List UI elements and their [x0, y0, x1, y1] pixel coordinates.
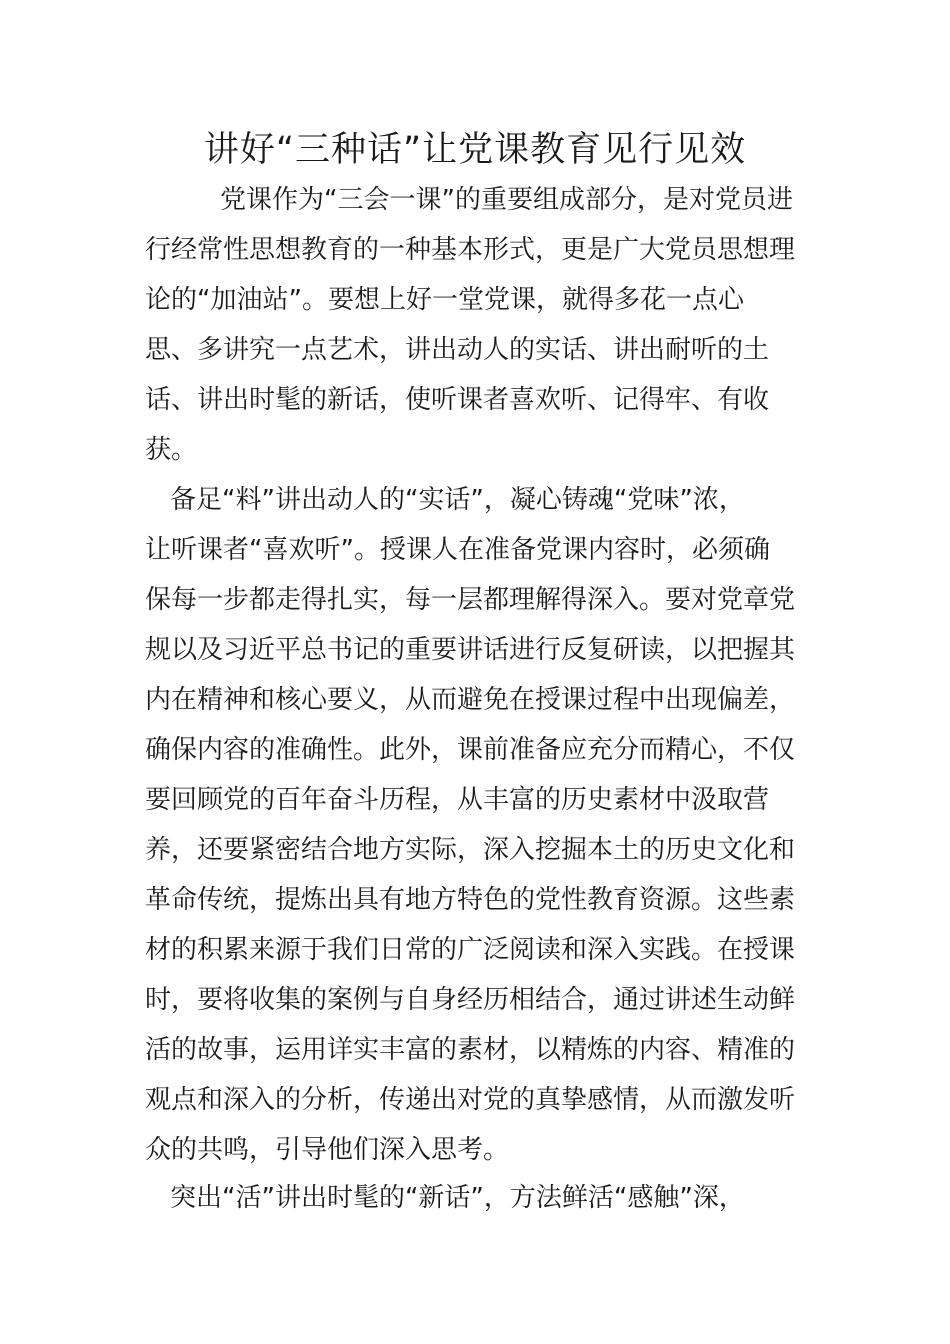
text-line: 规以及习近平总书记的重要讲话进行反复研读，以把握其	[145, 635, 796, 665]
text-line: 论的“加油站”。要想上好一堂党课，就得多花一点心	[145, 285, 744, 315]
paragraph-intro	[145, 175, 810, 475]
text-line: 要回顾党的百年奋斗历程，从丰富的历史素材中汲取营	[145, 785, 770, 815]
text-line: 话、讲出时髦的新话，使听课者喜欢听、记得牢、有收	[145, 385, 770, 415]
text-line: 革命传统，提炼出具有地方特色的党性教育资源。这些素	[145, 885, 796, 915]
text-line: 保每一步都走得扎实，每一层都理解得深入。要对党章党	[145, 585, 796, 615]
text-line: 备足“料”讲出动人的“实话”，凝心铸魂“党味”浓，	[170, 485, 745, 515]
text-line: 党课作为“三会一课”的重要组成部分，是对党员进	[220, 185, 793, 215]
text-line: 养，还要紧密结合地方实际，深入挖掘本土的历史文化和	[145, 835, 796, 865]
document-title: 讲好“三种话”让党课教育见行见效	[203, 130, 747, 170]
paragraph-section-1	[145, 475, 810, 1175]
text-line: 观点和深入的分析，传递出对党的真挚感情，从而激发听	[145, 1085, 796, 1115]
text-line: 时，要将收集的案例与自身经历相结合，通过讲述生动鲜	[145, 985, 796, 1015]
text-line: 突出“活”讲出时髦的“新话”，方法鲜活“感触”深，	[170, 1183, 745, 1213]
text-line: 活的故事，运用详实丰富的素材，以精炼的内容、精准的	[145, 1035, 796, 1065]
text-line: 行经常性思想教育的一种基本形式，更是广大党员思想理	[145, 235, 796, 265]
text-line: 众的共鸣，引导他们深入思考。	[145, 1135, 510, 1165]
text-line: 材的积累来源于我们日常的广泛阅读和深入实践。在授课	[145, 935, 796, 965]
text-line: 让听课者“喜欢听”。授课人在准备党课内容时，必须确	[145, 535, 770, 565]
text-line: 思、多讲究一点艺术，讲出动人的实话、讲出耐听的土	[145, 335, 770, 365]
text-line: 内在精神和核心要义，从而避免在授课过程中出现偏差，	[145, 685, 796, 715]
paragraph-section-2	[145, 1173, 810, 1223]
text-line: 获。	[145, 435, 198, 465]
text-line: 确保内容的准确性。此外，课前准备应充分而精心，不仅	[145, 735, 796, 765]
